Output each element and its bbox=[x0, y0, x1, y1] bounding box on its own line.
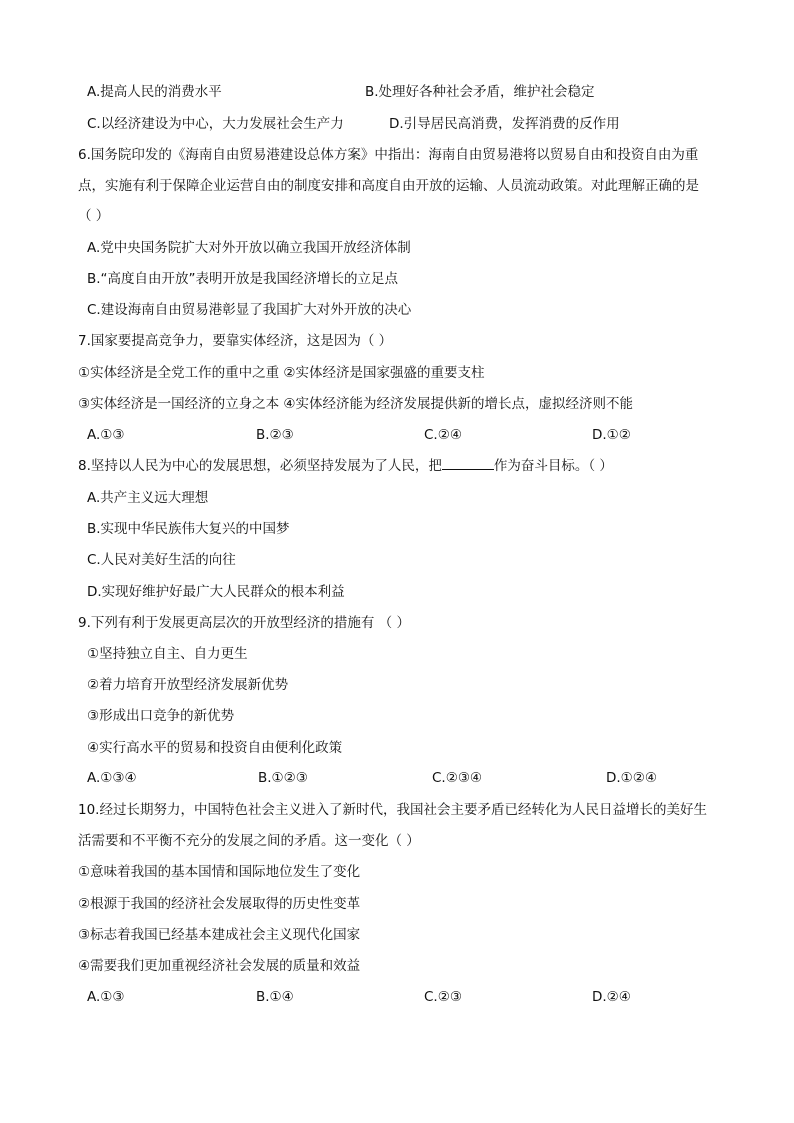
q6-stem-line-1: 6.国务院印发的《海南自由贸易港建设总体方案》中指出：海南自由贸易港将以贸易自由和投资自由为重 bbox=[78, 147, 699, 163]
q6-stem-line-3: （ ） bbox=[78, 208, 110, 224]
q7-stem: 7.国家要提高竞争力，要靠实体经济，这是因为（ ） bbox=[78, 333, 393, 349]
q7-option-a: A.①③ bbox=[87, 427, 125, 443]
q8-stem-before: 8.坚持以人民为中心的发展思想，必须坚持发展为了人民，把 bbox=[78, 458, 442, 474]
q8-option-a: A.共产主义远大理想 bbox=[87, 490, 209, 506]
q7-option-d: D.①② bbox=[592, 427, 631, 443]
q8-stem bbox=[78, 456, 724, 476]
q6-option-b: B.“高度自由开放”表明开放是我国经济增长的立足点 bbox=[87, 271, 399, 287]
q8-option-c: C.人民对美好生活的向往 bbox=[87, 552, 236, 568]
q5-option-c: C.以经济建设为中心，大力发展社会生产力 bbox=[87, 116, 344, 132]
q9-option-b: B.①②③ bbox=[258, 770, 308, 786]
q9-stem: 9.下列有利于发展更高层次的开放型经济的措施有 （ ） bbox=[78, 615, 410, 631]
q9-statement-3: ③形成出口竞争的新优势 bbox=[87, 708, 235, 724]
q9-statement-2: ②着力培育开放型经济发展新优势 bbox=[87, 677, 289, 693]
q8-option-d: D.实现好维护好最广大人民群众的根本利益 bbox=[87, 584, 345, 600]
q9-option-c: C.②③④ bbox=[432, 770, 483, 786]
q5-option-b: B.处理好各种社会矛盾，维护社会稳定 bbox=[365, 84, 595, 100]
q7-option-b: B.②③ bbox=[256, 427, 294, 443]
q9-statement-4: ④实行高水平的贸易和投资自由便利化政策 bbox=[87, 740, 343, 756]
q8-stem-after: 作为奋斗目标。（ ） bbox=[493, 458, 613, 474]
q8-option-b: B.实现中华民族伟大复兴的中国梦 bbox=[87, 521, 290, 537]
q7-statements-1-2: ①实体经济是全党工作的重中之重 ②实体经济是国家强盛的重要支柱 bbox=[78, 365, 485, 381]
q10-statement-1: ①意味着我国的基本国情和国际地位发生了变化 bbox=[78, 864, 361, 880]
q7-option-c: C.②④ bbox=[424, 427, 462, 443]
q9-option-a: A.①③④ bbox=[87, 770, 137, 786]
q10-option-b: B.①④ bbox=[256, 989, 294, 1005]
q6-option-c: C.建设海南自由贸易港彰显了我国扩大对外开放的决心 bbox=[87, 302, 412, 318]
q10-stem-line-1: 10.经过长期努力，中国特色社会主义进入了新时代，我国社会主要矛盾已经转化为人民日益增长的美好生 bbox=[78, 802, 707, 818]
q10-statement-4: ④需要我们更加重视经济社会发展的质量和效益 bbox=[78, 958, 361, 974]
q6-stem-line-2: 点，实施有利于保障企业运营自由的制度安排和高度自由开放的运输、人员流动政策。对此理解正确的是 bbox=[78, 178, 699, 194]
q10-statement-3: ③标志着我国已经基本建成社会主义现代化国家 bbox=[78, 927, 361, 943]
q10-statement-2: ②根源于我国的经济社会发展取得的历史性变革 bbox=[78, 896, 361, 912]
q9-statement-1: ①坚持独立自主、自力更生 bbox=[87, 646, 248, 662]
q7-statements-3-4: ③实体经济是一国经济的立身之本 ④实体经济能为经济发展提供新的增长点，虚拟经济则不能 bbox=[78, 396, 633, 412]
q10-option-d: D.②④ bbox=[592, 989, 631, 1005]
q10-option-a: A.①③ bbox=[87, 989, 125, 1005]
q5-option-d: D.引导居民高消费，发挥消费的反作用 bbox=[389, 116, 620, 132]
q6-option-a: A.党中央国务院扩大对外开放以确立我国开放经济体制 bbox=[87, 240, 411, 256]
q8-fill-blank bbox=[442, 457, 494, 470]
q9-option-d: D.①②④ bbox=[606, 770, 657, 786]
q10-option-c: C.②③ bbox=[424, 989, 462, 1005]
q5-option-a: A.提高人民的消费水平 bbox=[87, 84, 222, 100]
q10-stem-line-2: 活需要和不平衡不充分的发展之间的矛盾。这一变化（ ） bbox=[78, 833, 420, 849]
